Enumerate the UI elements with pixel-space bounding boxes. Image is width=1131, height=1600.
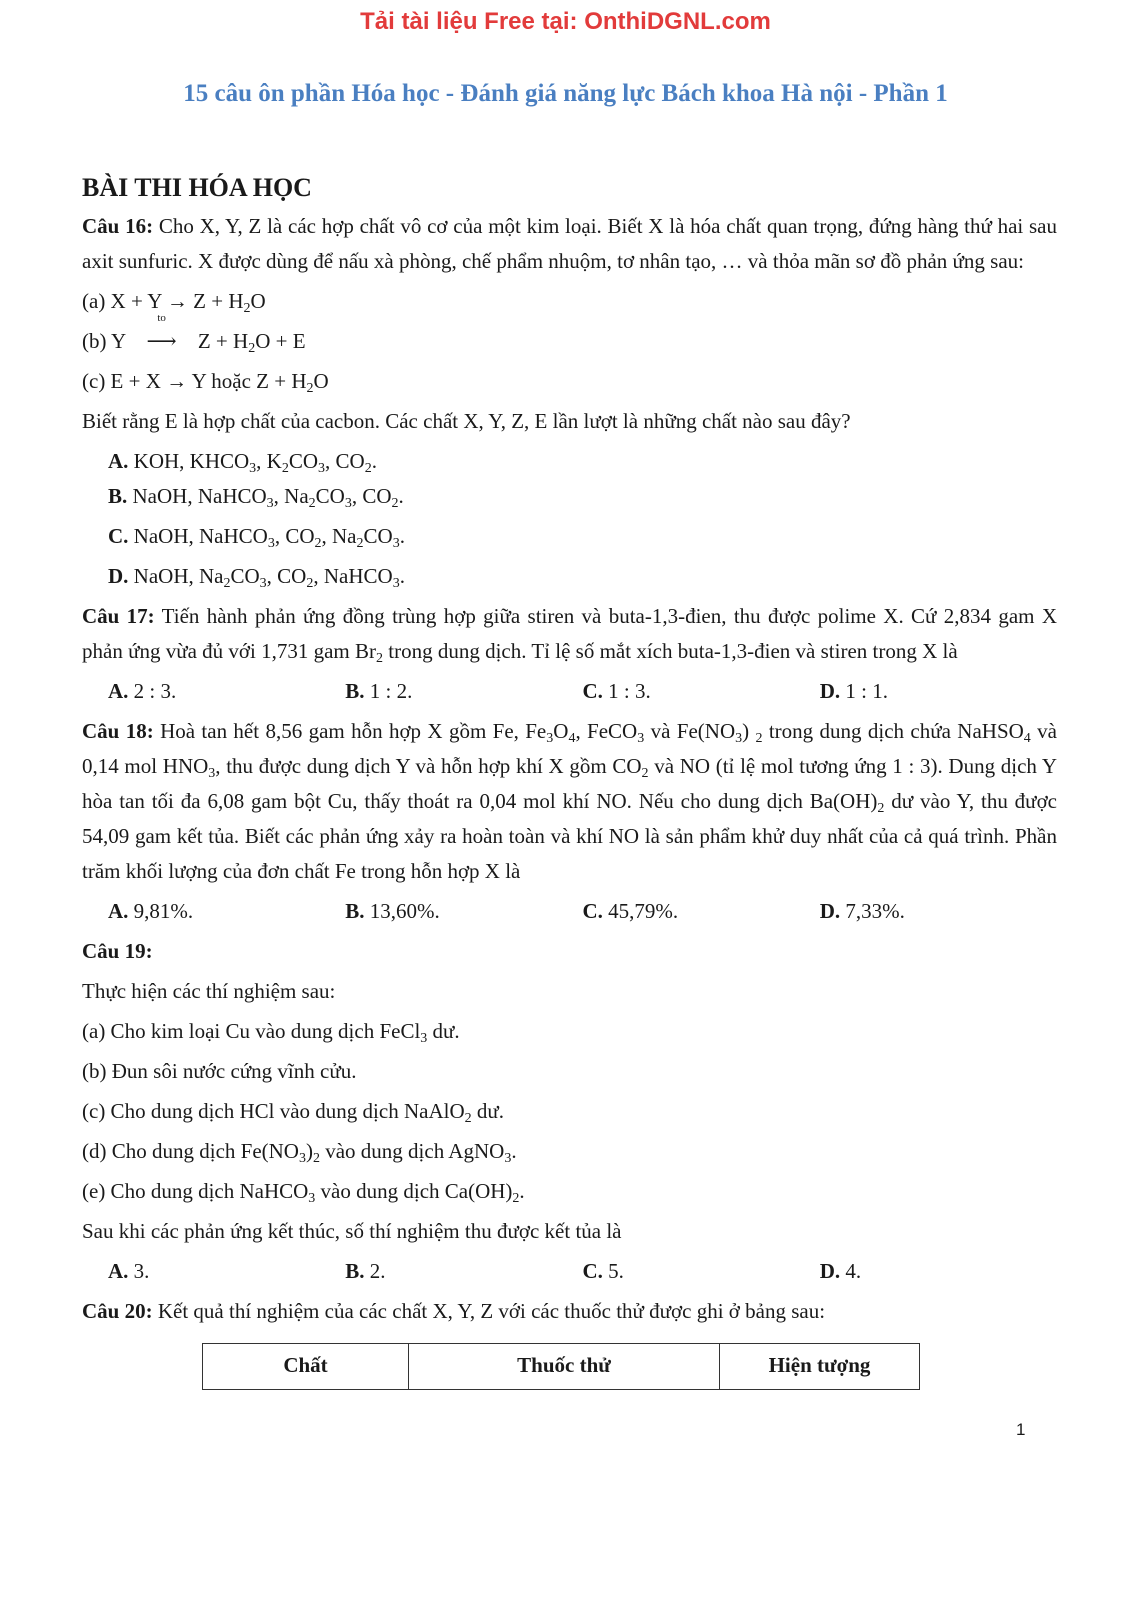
- question-18: Câu 18: Hoà tan hết 8,56 gam hỗn hợp X gồm Fe, $Fe_3O_4$, FeCO$_3$ và $Fe(NO_3)$ $_2$ trong dung dịch chứa NaHSO$_4$ và 0,14 mol $HNO_3$, thu được dung dịch Y và hỗn hợp khí X gồm $CO_2$ và NO (tỉ lệ mol tương ứng 1 : 3). Dung dịch Y hòa tan tối đa 6,08 gam bột Cu, thấy thoát ra 0,04 mol khí NO. Nếu cho dung dịch $Ba(OH)_2$ dư vào Y, thu được 54,09 gam kết tủa. Biết các phản ứng xảy ra hoàn toàn và khí NO là sản phẩm khử duy nhất của cả quá trình. Phần trăm khối lượng của đơn chất Fe trong hỗn hợp X là: [82, 719, 1057, 883]
- answer-options: [82, 444, 1057, 594]
- option-a[interactable]: A. 9,81%.: [108, 899, 194, 923]
- option-c[interactable]: C. NaOH, NaHCO$_3$, $CO_2$, $Na_2CO_3$.: [108, 524, 405, 551]
- experiment-b: (b) Đun sôi nước cứng vĩnh cửu.: [82, 1059, 357, 1083]
- site-banner[interactable]: Tải tài liệu Free tại: OnthiDGNL.com: [360, 8, 771, 35]
- question-text: Cho X, Y, Z là các hợp chất vô cơ của một kim loại. Biết X là hóa chất quan trọng, đứng hàng thứ hai sau axit sunfuric. X được dùng để nấu xà phòng, chế phẩm nhuộm, tơ nhân tạo, … và thỏa mãn sơ đồ phản ứng sau:: [82, 214, 1058, 273]
- column-header: Thuốc thử: [409, 1344, 720, 1390]
- heat-arrow-icon: to ⟶: [146, 312, 177, 353]
- results-table: [202, 1343, 920, 1390]
- option-b[interactable]: B. 2.: [345, 1259, 386, 1283]
- option-d[interactable]: D. NaOH, $Na_2CO_3$, $CO_2$, NaHCO$_3$.: [108, 564, 405, 591]
- experiment-d: (d) Cho dung dịch $Fe(NO_3)_2$ vào dung dịch AgNO$_3$.: [82, 1139, 517, 1166]
- option-b[interactable]: B. 1 : 2.: [345, 679, 413, 703]
- page-number: 1: [1016, 1420, 1026, 1439]
- option-a[interactable]: A. 2 : 3.: [108, 679, 177, 703]
- option-c[interactable]: C. 5.: [582, 1259, 624, 1283]
- option-b[interactable]: B. 13,60%.: [345, 899, 440, 923]
- answer-options: [82, 1254, 1057, 1289]
- reaction-b: (b) Y to ⟶ $Z + H_2O + E$: [82, 324, 1057, 359]
- reaction-a: (a) $X + Y \to Z + H_2O$: [82, 289, 266, 316]
- question-19: Câu 19:: [82, 939, 153, 963]
- question-label: Câu 16:: [82, 214, 154, 238]
- option-b[interactable]: B. NaOH, NaHCO$_3$, $Na_2CO_3$, $CO_2$.: [108, 484, 404, 511]
- reaction-c: (c) E + X → Y hoặc $Z + H_2O$: [82, 369, 329, 396]
- option-a[interactable]: A. KOH, $KHCO_3$, $K_2CO_3$, $CO_2$.: [108, 449, 377, 476]
- option-c[interactable]: C. 1 : 3.: [582, 679, 651, 703]
- option-c[interactable]: C. 45,79%.: [582, 899, 679, 923]
- experiment-e: (e) Cho dung dịch NaHCO$_3$ vào dung dịch $Ca(OH)_2$.: [82, 1179, 525, 1206]
- answer-options: [82, 894, 1057, 929]
- column-header: Chất: [203, 1344, 409, 1390]
- option-d[interactable]: D. 7,33%.: [819, 899, 905, 923]
- option-d[interactable]: D. 4.: [819, 1259, 862, 1283]
- exam-content: [82, 170, 1057, 1390]
- question-16: [82, 209, 1057, 279]
- column-header: Hiện tượng: [720, 1344, 920, 1390]
- document-title: 15 câu ôn phần Hóa học - Đánh giá năng lực Bách khoa Hà nội - Phần 1: [183, 80, 948, 107]
- section-heading: BÀI THI HÓA HỌC: [82, 173, 312, 202]
- question-16-note: Biết rằng E là hợp chất của cacbon. Các chất X, Y, Z, E lần lượt là những chất nào sau đây?: [82, 409, 851, 433]
- question-19-intro: Thực hiện các thí nghiệm sau:: [82, 979, 336, 1003]
- question-19-question: Sau khi các phản ứng kết thúc, số thí nghiệm thu được kết tủa là: [82, 1219, 622, 1243]
- experiment-c: (c) Cho dung dịch HCl vào dung dịch NaAlO$_2$ dư.: [82, 1099, 504, 1126]
- experiment-a: (a) Cho kim loại Cu vào dung dịch FeCl$_3$ dư.: [82, 1019, 460, 1046]
- option-d[interactable]: D. 1 : 1.: [819, 679, 889, 703]
- option-a[interactable]: A. 3.: [108, 1259, 150, 1283]
- question-20: Câu 20: Kết quả thí nghiệm của các chất X, Y, Z với các thuốc thử được ghi ở bảng sau:: [82, 1299, 826, 1323]
- answer-options: [82, 674, 1057, 709]
- table-header-row: [203, 1344, 920, 1390]
- question-17: Câu 17: Tiến hành phản ứng đồng trùng hợp giữa stiren và buta-1,3-đien, thu được polime X. Cứ 2,834 gam X phản ứng vừa đủ với 1,731 gam $Br_2$ trong dung dịch. Tỉ lệ số mắt xích buta-1,3-đien và stiren trong X là: [82, 604, 1057, 666]
